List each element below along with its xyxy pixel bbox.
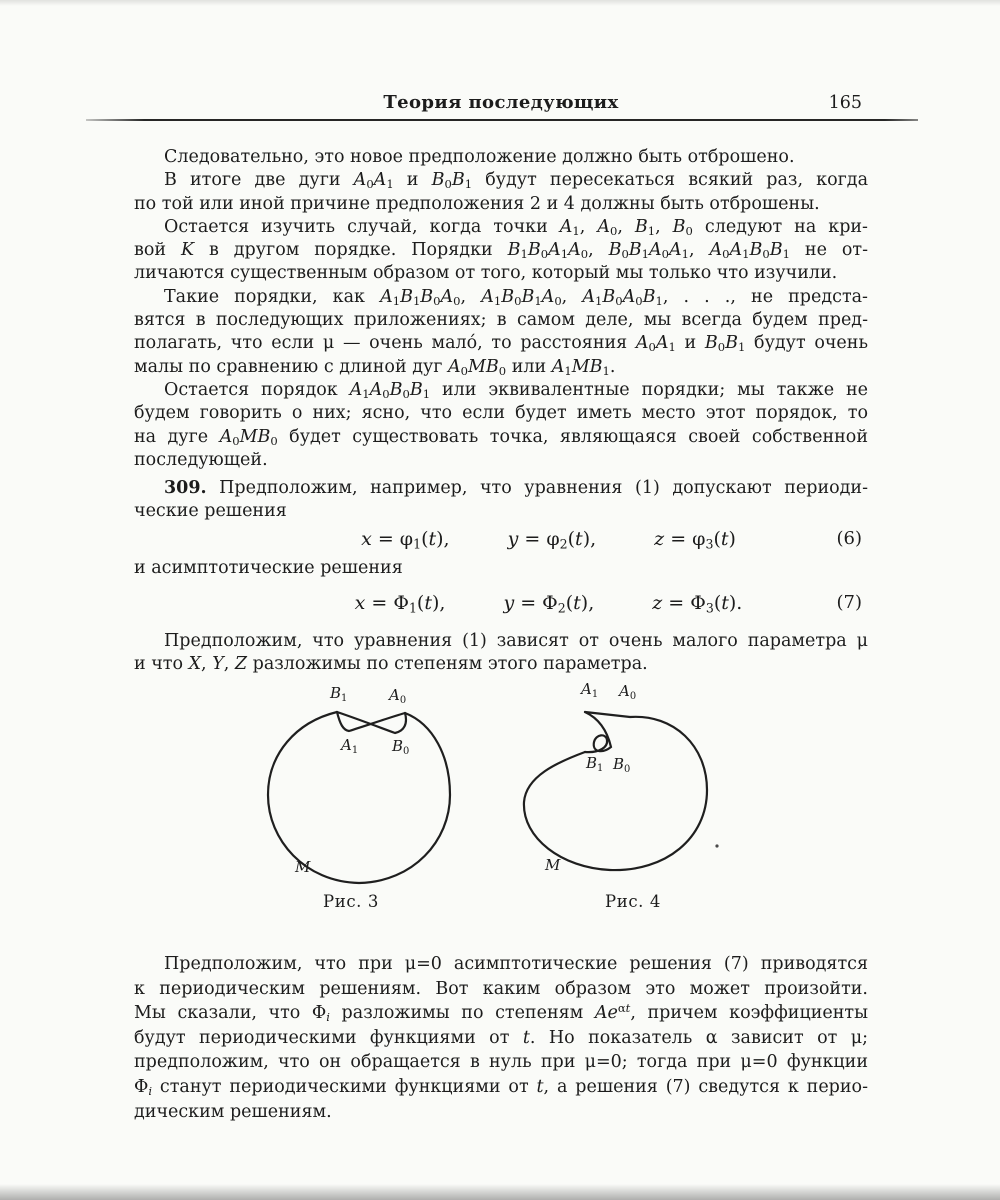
paragraph bbox=[134, 477, 868, 524]
paragraph bbox=[134, 379, 868, 472]
page-number: 165 bbox=[828, 93, 862, 113]
figure-4-point-label-m: M bbox=[545, 856, 561, 874]
text-line: по той или иной причине предположения 2 и 4 должны быть отброшены. bbox=[134, 193, 820, 214]
paragraph bbox=[134, 169, 868, 216]
text-line: ческие решения bbox=[134, 501, 287, 522]
figure-3-point-label-a1: $A_1$ bbox=[341, 736, 359, 756]
figure-4-point-label-b1: $B_1$ bbox=[586, 754, 604, 774]
text-line: и асимптотические решения bbox=[134, 557, 403, 578]
paragraph bbox=[134, 146, 868, 169]
figure-4 bbox=[518, 676, 748, 926]
text-line: и что X, Y, Z разложимы по степеням этого параметра. bbox=[134, 654, 648, 675]
text-line: вятся в последующих приложениях; в самом деле, мы всегда будем пред- bbox=[134, 310, 868, 331]
text-line: малы по сравнению с длиной дуг $A_0MB_0$ или $A_1MB_1$. bbox=[134, 356, 616, 378]
body-text-upper bbox=[134, 146, 868, 677]
figure-3-point-label-a0: $A_0$ bbox=[389, 686, 407, 706]
figure-4-point-label-a1: $A_1$ bbox=[581, 680, 599, 700]
text-line: полагать, что если μ — очень мало́, то расстояния $A_0A_1$ и $B_0B_1$ будут очень bbox=[134, 333, 868, 355]
equation-number: (7) bbox=[836, 592, 862, 614]
text-line: будут периодическими функциями от t. Но показатель α зависит от μ; bbox=[134, 1027, 868, 1048]
text-line: дическим решениям. bbox=[134, 1101, 332, 1122]
text-line: на дуге $A_0MB_0$ будет существовать точка, являющаяся своей собственной bbox=[134, 426, 868, 448]
figure-4-curve bbox=[518, 676, 748, 926]
equation-part: $y = \Phi_2(t)$, bbox=[503, 592, 595, 616]
body-text-lower bbox=[134, 952, 868, 1124]
figure-3 bbox=[248, 676, 478, 926]
text-line: личаются существенным образом от того, который мы только что изучили. bbox=[134, 263, 838, 284]
text-line: последующей. bbox=[134, 449, 268, 470]
figure-3-caption: Рис. 3 bbox=[323, 892, 379, 911]
figure-4-point-label-a0: $A_0$ bbox=[619, 682, 637, 702]
equation-part: $z = \varphi_3(t)$ bbox=[654, 527, 736, 552]
paragraph bbox=[134, 630, 868, 677]
text-line: $\Phi_i$ станут периодическими функциями от t, а решения (7) сведутся к перио- bbox=[134, 1076, 868, 1099]
figure-4-point-label-b0: $B_0$ bbox=[613, 755, 631, 775]
equation-part: $x = \Phi_1(t)$, bbox=[354, 592, 446, 616]
running-head: Теория последующих bbox=[383, 92, 619, 113]
text-line: Предположим, что при μ=0 асимптотические решения (7) приводятся bbox=[164, 954, 868, 974]
figures-row bbox=[134, 676, 868, 928]
text-line: Мы сказали, что $\Phi_i$ разложимы по степеням $Ae^{\alpha t}$, причем коэффициенты bbox=[134, 1001, 869, 1025]
text-line: В итоге две дуги $A_0A_1$ и $B_0B_1$ будут пересекаться всякий раз, когда bbox=[164, 170, 868, 192]
display-equation bbox=[134, 526, 868, 552]
figure-4-caption: Рис. 4 bbox=[605, 892, 661, 911]
text-line: 309. Предположим, например, что уравнения (1) допускают периоди- bbox=[164, 478, 868, 499]
text-line: предположим, что он обращается в нуль при μ=0; тогда при μ=0 функции bbox=[134, 1052, 868, 1073]
header-rule bbox=[86, 119, 918, 121]
figure-3-point-label-b1: $B_1$ bbox=[330, 684, 348, 704]
text-line: вой K в другом порядке. Порядки $B_1B_0A_1A_0$, $B_0B_1A_0A_1$, $A_0A_1B_0B_1$ не от- bbox=[134, 240, 868, 262]
figure-3-point-label-m: M bbox=[295, 858, 311, 876]
text-line: будем говорить о них; ясно, что если будет иметь место этот порядок, то bbox=[134, 403, 868, 424]
print-speck bbox=[715, 844, 718, 847]
equation-number: (6) bbox=[836, 527, 862, 549]
equation-part: $x = \varphi_1(t)$, bbox=[361, 527, 450, 552]
paragraph bbox=[134, 952, 868, 1124]
equation-part: $y = \varphi_2(t)$, bbox=[507, 527, 597, 552]
figure-3-point-label-b0: $B_0$ bbox=[392, 737, 410, 757]
paragraph bbox=[134, 286, 868, 379]
paragraph bbox=[134, 216, 868, 286]
text-line: Предположим, что уравнения (1) зависят от очень малого параметра μ bbox=[164, 631, 868, 652]
text-line: Остается изучить случай, когда точки $A_1$, $A_0$, $B_1$, $B_0$ следуют на кри- bbox=[164, 216, 868, 239]
text-line: к периодическим решениям. Вот каким образом это может произойти. bbox=[134, 978, 868, 999]
display-equation bbox=[134, 590, 868, 616]
paragraph bbox=[134, 557, 868, 580]
equation-part: $z = \Phi_3(t)$. bbox=[652, 592, 743, 616]
page-header bbox=[134, 92, 868, 116]
text-line: Следовательно, это новое предположение должно быть отброшено. bbox=[164, 147, 795, 167]
text-line: Такие порядки, как $A_1B_1B_0A_0$, $A_1B_0B_1A_0$, $A_1B_0A_0B_1$, . . ., не предста- bbox=[164, 286, 868, 308]
figure-3-curve bbox=[248, 676, 478, 926]
text-line: Остается порядок $A_1A_0B_0B_1$ или эквивалентные порядки; мы также не bbox=[164, 379, 868, 402]
